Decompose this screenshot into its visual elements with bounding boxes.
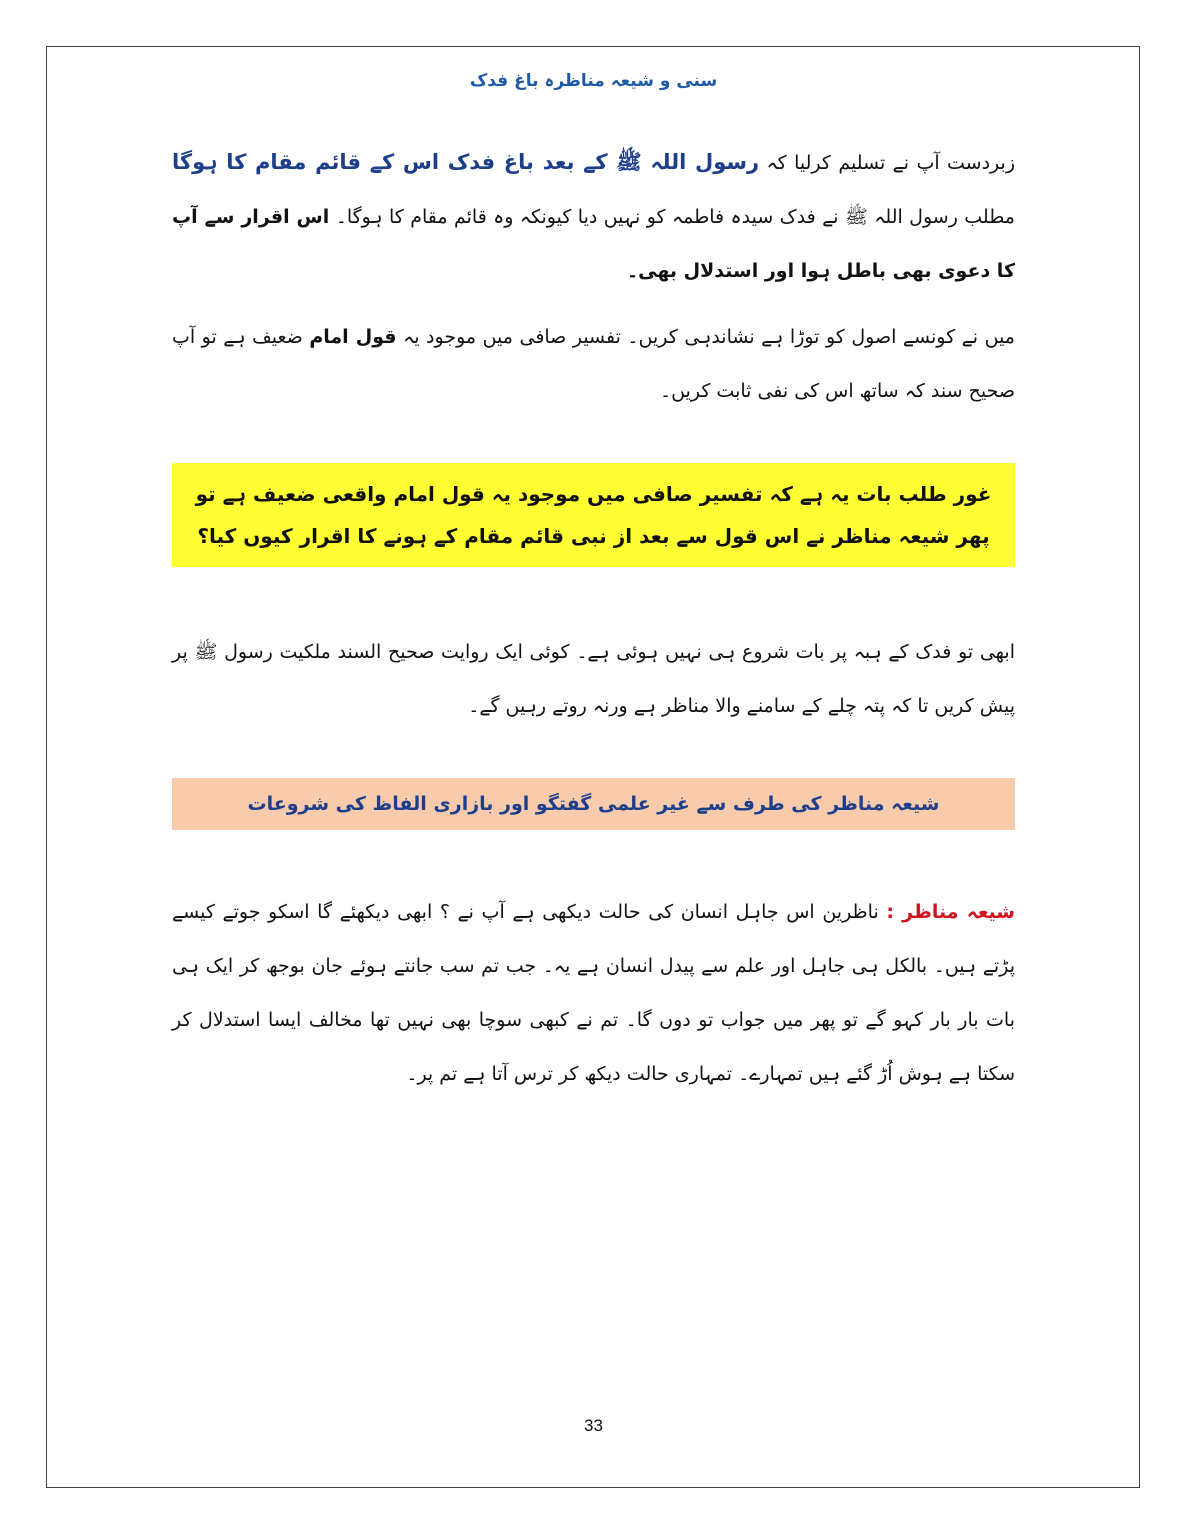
paragraph-3: [172, 625, 1015, 733]
speaker-label: شیعہ مناظر :: [886, 901, 1015, 923]
paragraph-4: [172, 885, 1015, 1101]
paragraph-2-text-b: ضعیف ہے تو آپ صحیح سند کہ ساتھ اس کی نفی ثابت کریں۔: [172, 326, 1015, 402]
paragraph-1: [172, 135, 1015, 298]
section-heading-box: [172, 778, 1015, 830]
paragraph-1-conclusion: اس اقرار سے آپ کا دعوی بھی باطل ہوا اور استدلال بھی۔: [172, 206, 1015, 282]
paragraph-2: [172, 310, 1015, 418]
paragraph-4-text: ناظرین اس جاہل انسان کی حالت دیکھی ہے آپ نے ؟ ابھی دیکھئے گا اسکو جوتے کیسے پڑتے ہیں۔ بالکل ہی جاہل اور علم سے پیدل انسان ہے یہ۔ جب تم سب جانتے ہوئے جان بوجھ کر ایک ہی بات بار بار کہو گے تو پھر میں جواب تو دوں گا۔ تم نے کبھی سوچا بھی نہیں تھا مخالف ایسا استدلال کر سکتا ہے ہوش اُڑ گئے ہیں تمہارے۔ تمہاری حالت دیکھ کر ترس آتا ہے تم پر۔: [172, 901, 1015, 1085]
paragraph-1-text-b: مطلب رسول اللہ ﷺ نے فدک سیدہ فاطمہ کو نہیں دیا کیونکہ وہ قائم مقام کا ہوگا۔: [329, 206, 1015, 228]
section-heading-text: شیعہ مناظر کی طرف سے غیر علمی گفتگو اور بازاری الفاظ کی شروعات: [247, 793, 940, 815]
paragraph-3-text: ابھی تو فدک کے ہبہ پر بات شروع ہی نہیں ہوئی ہے۔ کوئی ایک روایت صحیح السند ملکیت رسول ﷺ پر پیش کریں تا کہ پتہ چلے کے سامنے والا مناظر ہے ورنہ روتے رہیں گے۔: [172, 641, 1015, 717]
highlight-box: [172, 463, 1015, 567]
paragraph-2-text-a: میں نے کونسے اصول کو توڑا ہے نشاندہی کریں۔ تفسیر صافی میں موجود یہ: [396, 326, 1015, 348]
page-number: 33: [584, 1416, 603, 1435]
paragraph-1-text-a: زبردست آپ نے تسلیم کرلیا کہ: [759, 152, 1015, 174]
highlight-box-text: غور طلب بات یہ ہے کہ تفسیر صافی میں موجود یہ قول امام واقعی ضعیف ہے تو پھر شیعہ مناظر نے اس قول سے بعد از نبی قائم مقام کے ہونے کا اقرار کیوں کیا؟: [195, 482, 992, 548]
paragraph-2-emphasis: قول امام: [309, 326, 397, 348]
paragraph-1-emphasis: رسول اللہ ﷺ کے بعد باغ فدک اس کے قائم مقام کا ہوگا: [172, 150, 760, 174]
page-header-title: سنی و شیعہ مناظرہ باغ فدک: [469, 71, 718, 91]
